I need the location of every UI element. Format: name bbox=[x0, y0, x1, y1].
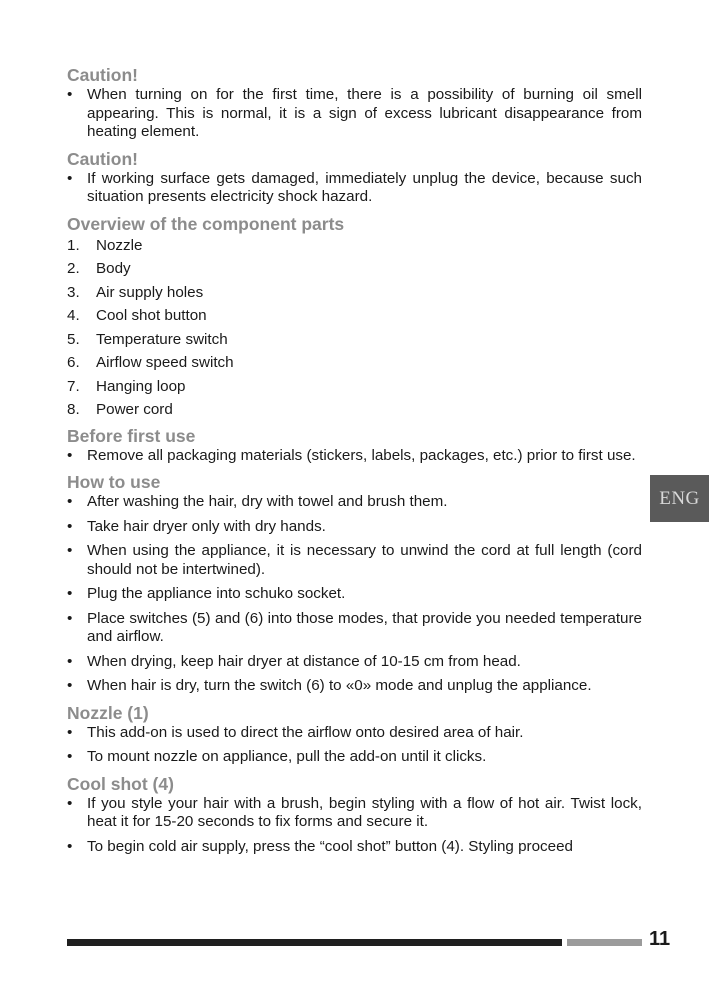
list-item: • This add-on is used to direct the airflow onto desired area of hair. bbox=[67, 724, 642, 743]
list-item: • If you style your hair with a brush, begin styling with a flow of hot air. Twist lock, heat it for 15-20 seconds to fix forms and secure it. bbox=[67, 795, 642, 832]
item-label: Cool shot button bbox=[96, 307, 207, 324]
item-label: Temperature switch bbox=[96, 330, 228, 348]
page-number: 11 bbox=[649, 928, 671, 950]
nozzle-list bbox=[67, 724, 642, 767]
item-label: Hanging loop bbox=[96, 377, 186, 395]
page-content bbox=[67, 64, 642, 862]
section-heading-before-first-use: Before first use bbox=[67, 425, 196, 446]
item-label: Airflow speed switch bbox=[96, 354, 234, 371]
item-number: 6. bbox=[67, 354, 80, 371]
item-number: 4. bbox=[67, 307, 80, 324]
item-number: 3. bbox=[67, 283, 80, 301]
list-item: • Plug the appliance into schuko socket. bbox=[67, 585, 642, 604]
item-number: 7. bbox=[67, 377, 80, 395]
footer-rule-dark bbox=[67, 939, 562, 946]
how-to-use-list bbox=[67, 493, 642, 696]
list-item bbox=[67, 237, 642, 255]
list-item bbox=[67, 401, 642, 419]
item-label: Air supply holes bbox=[96, 283, 204, 301]
section-heading-caution-2: Caution! bbox=[67, 148, 138, 169]
item-number: 8. bbox=[67, 401, 80, 418]
before-first-use-list bbox=[67, 447, 642, 466]
section-heading-nozzle: Nozzle (1) bbox=[67, 702, 149, 723]
section-heading-caution-1: Caution! bbox=[67, 65, 138, 85]
list-item bbox=[67, 284, 642, 302]
item-number: 5. bbox=[67, 330, 80, 348]
list-item: • To mount nozzle on appliance, pull the add-on until it clicks. bbox=[67, 748, 642, 767]
list-item bbox=[67, 331, 642, 349]
list-item: • When turning on for the first time, there is a possibility of burning oil smell appearing. This is normal, it is a sign of excess lubricant disappearance from heating element. bbox=[67, 86, 642, 142]
cool-shot-list bbox=[67, 795, 642, 857]
section-heading-overview: Overview of the component parts bbox=[67, 213, 345, 234]
caution-1-list bbox=[67, 86, 642, 142]
list-item: • When using the appliance, it is necessary to unwind the cord at full length (cord should not be intertwined). bbox=[67, 542, 642, 579]
list-item bbox=[67, 378, 642, 396]
list-item: • When drying, keep hair dryer at distance of 10-15 cm from head. bbox=[67, 653, 642, 672]
footer-rule-light bbox=[567, 939, 642, 946]
list-item: • Take hair dryer only with dry hands. bbox=[67, 518, 642, 537]
section-heading-how-to-use: How to use bbox=[67, 472, 161, 492]
list-item: • If working surface gets damaged, immediately unplug the device, because such situation presents electricity shock hazard. bbox=[67, 170, 642, 207]
item-number: 2. bbox=[67, 260, 80, 277]
item-label: Power cord bbox=[96, 401, 173, 418]
item-label: Body bbox=[96, 260, 131, 277]
item-number: 1. bbox=[67, 236, 80, 254]
list-item bbox=[67, 260, 642, 278]
caution-2-list bbox=[67, 170, 642, 207]
list-item: • Place switches (5) and (6) into those modes, that provide you needed temperature and airflow. bbox=[67, 610, 642, 647]
language-tab: ENG bbox=[650, 475, 709, 522]
list-item: • Remove all packaging materials (stickers, labels, packages, etc.) prior to first use. bbox=[67, 447, 642, 466]
list-item bbox=[67, 307, 642, 325]
item-label: Nozzle bbox=[96, 236, 143, 254]
list-item: • To begin cold air supply, press the “cool shot” button (4). Styling proceed bbox=[67, 838, 642, 857]
component-parts-list bbox=[67, 237, 642, 420]
list-item bbox=[67, 354, 642, 372]
section-heading-cool-shot: Cool shot (4) bbox=[67, 773, 174, 794]
list-item: • When hair is dry, turn the switch (6) to «0» mode and unplug the appliance. bbox=[67, 677, 642, 696]
list-item: • After washing the hair, dry with towel and brush them. bbox=[67, 493, 642, 512]
